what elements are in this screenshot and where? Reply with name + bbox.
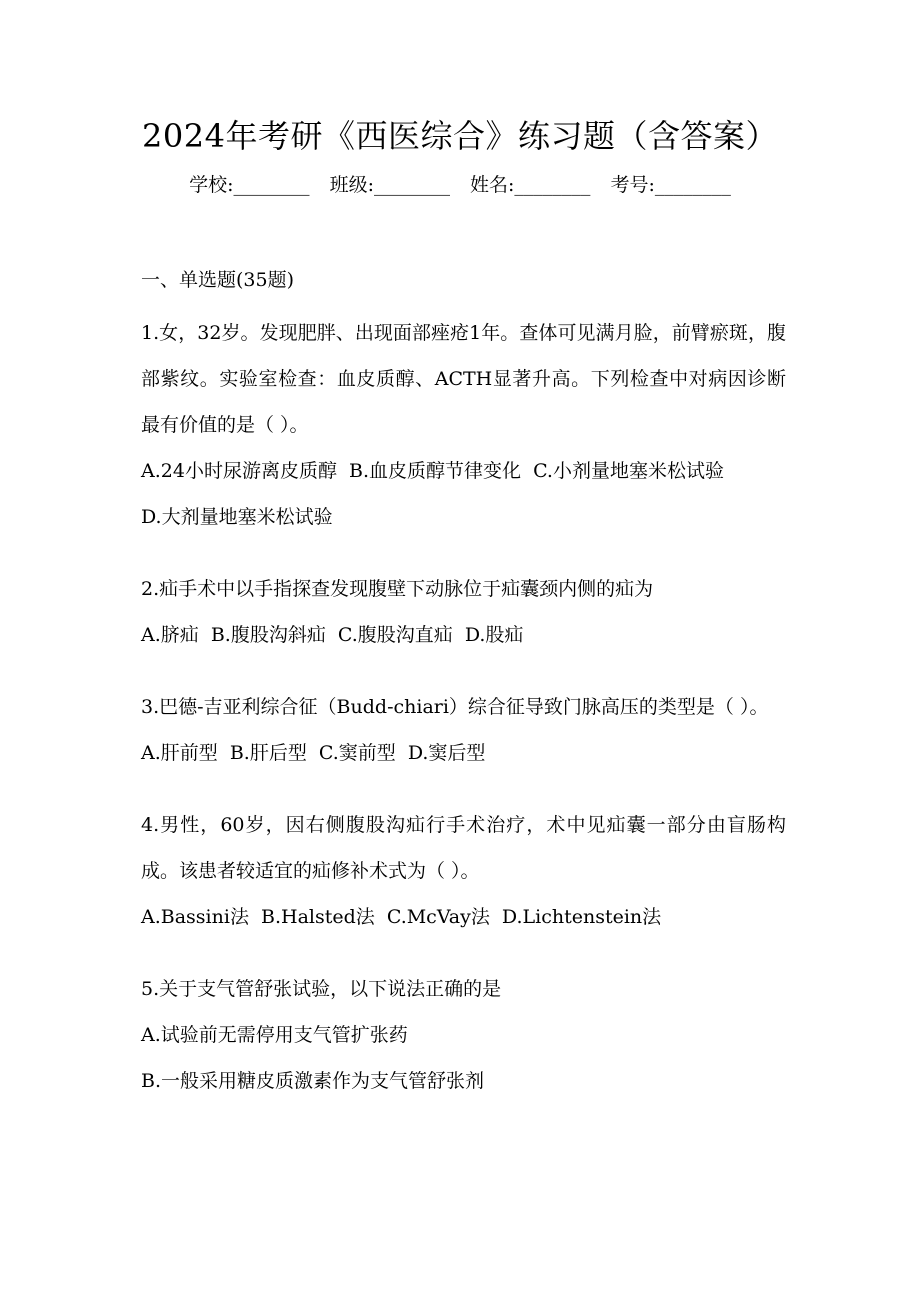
option-c: C.小剂量地塞米松试验 xyxy=(533,460,724,482)
school-field: 学校:________ xyxy=(189,174,310,196)
name-field: 姓名:________ xyxy=(470,174,591,196)
section-heading: 一、单选题(35题) xyxy=(141,269,295,291)
exam-number-field: 考号:________ xyxy=(610,174,731,196)
option-a: A.24小时尿游离皮质醇 xyxy=(141,460,337,482)
question-list xyxy=(141,264,786,1130)
option-a: A.脐疝 xyxy=(141,624,199,646)
question-1 xyxy=(141,310,786,540)
option-line xyxy=(141,1058,786,1104)
option-a: A.Bassini法 xyxy=(141,906,249,928)
question-stem: 5.关于支气管舒张试验，以下说法正确的是 xyxy=(141,978,502,1000)
option-line xyxy=(141,1012,786,1058)
option-c: C.腹股沟直疝 xyxy=(337,624,453,646)
question-stem: 4.男性，60岁，因右侧腹股沟疝行手术治疗，术中见疝囊一部分由盲肠构成。该患者较适宜的疝修补术式为（ ）。 xyxy=(141,814,786,882)
option-line xyxy=(141,730,786,776)
class-field: 班级:________ xyxy=(329,174,450,196)
option-c: C.McVay法 xyxy=(386,906,490,928)
option-a: A.试验前无需停用支气管扩张药 xyxy=(141,1024,408,1046)
student-info-line xyxy=(0,170,920,200)
question-stem: 3.巴德-吉亚利综合征（Budd-chiari）综合征导致门脉高压的类型是（ ）。 xyxy=(141,696,769,718)
question-4 xyxy=(141,802,786,940)
document-title: 2024年考研《西医综合》练习题（含答案） xyxy=(142,117,778,155)
option-line xyxy=(141,894,786,940)
option-b: B.血皮质醇节律变化 xyxy=(349,460,522,482)
option-line xyxy=(141,612,786,658)
option-line xyxy=(141,448,786,494)
option-line xyxy=(141,494,786,540)
option-a: A.肝前型 xyxy=(141,742,218,764)
question-2 xyxy=(141,566,786,658)
question-5 xyxy=(141,966,786,1104)
option-b: B.腹股沟斜疝 xyxy=(210,624,326,646)
option-b: B.肝后型 xyxy=(229,742,307,764)
option-d: D.大剂量地塞米松试验 xyxy=(141,506,333,528)
option-b: B.Halsted法 xyxy=(261,906,375,928)
option-d: D.股疝 xyxy=(464,624,524,646)
option-d: D.窦后型 xyxy=(407,742,486,764)
option-d: D.Lichtenstein法 xyxy=(501,906,662,928)
option-b: B.一般采用糖皮质激素作为支气管舒张剂 xyxy=(141,1070,485,1092)
question-stem: 2.疝手术中以手指探查发现腹壁下动脉位于疝囊颈内侧的疝为 xyxy=(141,578,654,600)
question-3 xyxy=(141,684,786,776)
option-c: C.窦前型 xyxy=(318,742,396,764)
question-stem: 1.女，32岁。发现肥胖、出现面部痤疮1年。查体可见满月脸，前臂瘀斑，腹部紫纹。实验室检查：血皮质醇、ACTH显著升高。下列检查中对病因诊断最有价值的是（ ）。 xyxy=(141,322,786,436)
